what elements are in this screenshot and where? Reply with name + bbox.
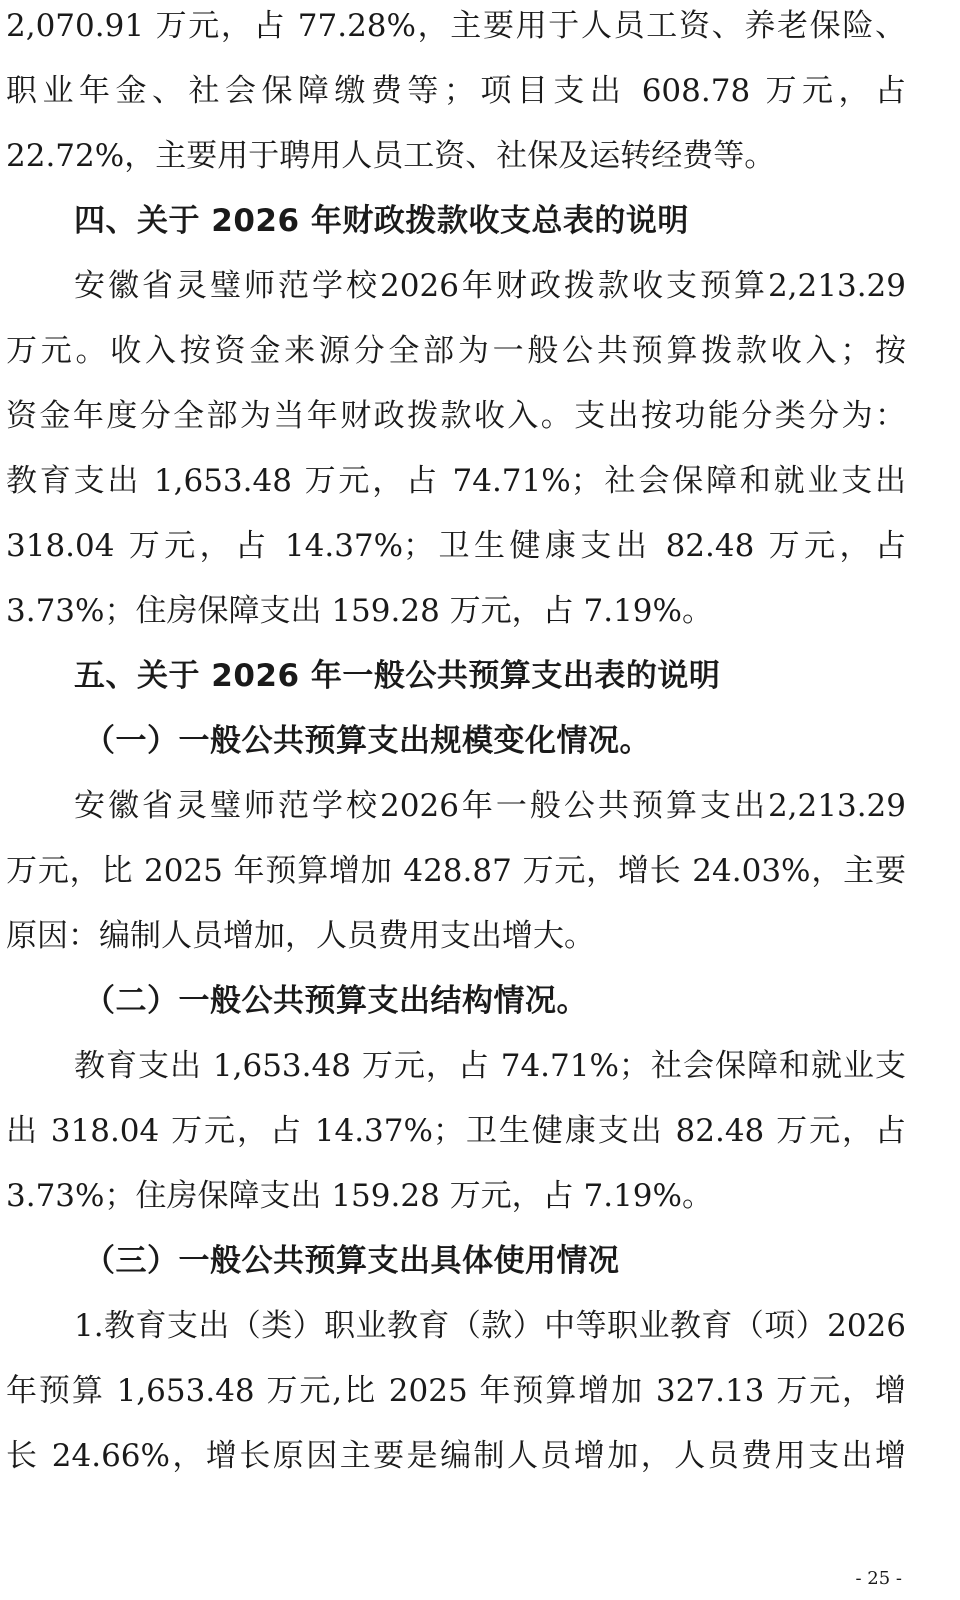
paragraph-line: 万元。收入按资金来源分全部为一般公共预算拨款收入；按 [6, 333, 906, 369]
paragraph-line: 1.教育支出（类）职业教育（款）中等职业教育（项）2026 [74, 1308, 906, 1344]
subsection-heading-3: （三）一般公共预算支出具体使用情况 [84, 1243, 620, 1279]
paragraph-line: 教育支出 1,653.48 万元，占 74.71%；社会保障和就业支出 [6, 463, 906, 499]
paragraph-line: 318.04 万元，占 14.37%；卫生健康支出 82.48 万元，占 [6, 528, 906, 564]
section-heading-4: 四、关于 2026 年财政拨款收支总表的说明 [74, 203, 689, 239]
paragraph-line: 年预算 1,653.48 万元,比 2025 年预算增加 327.13 万元，增 [6, 1373, 906, 1409]
paragraph-line: 教育支出 1,653.48 万元，占 74.71%；社会保障和就业支 [74, 1048, 906, 1084]
paragraph-line: 3.73%；住房保障支出 159.28 万元，占 7.19%。 [6, 593, 713, 629]
paragraph-line: 3.73%；住房保障支出 159.28 万元，占 7.19%。 [6, 1178, 713, 1214]
paragraph-line: 资金年度分全部为当年财政拨款收入。支出按功能分类分为： [6, 398, 906, 434]
section-heading-5: 五、关于 2026 年一般公共预算支出表的说明 [74, 658, 721, 694]
paragraph-line: 原因：编制人员增加，人员费用支出增大。 [6, 918, 595, 954]
paragraph-line: 安徽省灵璧师范学校2026年一般公共预算支出2,213.29 [74, 788, 906, 824]
paragraph-line: 出 318.04 万元，占 14.37%；卫生健康支出 82.48 万元，占 [6, 1113, 906, 1149]
paragraph-line: 长 24.66%，增长原因主要是编制人员增加，人员费用支出增 [6, 1438, 906, 1474]
paragraph-line: 万元，比 2025 年预算增加 428.87 万元，增长 24.03%，主要 [6, 853, 906, 889]
page-number: - 25 - [855, 1568, 902, 1589]
subsection-heading-2: （二）一般公共预算支出结构情况。 [84, 983, 588, 1019]
paragraph-line: 2,070.91 万元，占 77.28%，主要用于人员工资、养老保险、 [6, 8, 906, 44]
paragraph-line: 职业年金、社会保障缴费等；项目支出 608.78 万元，占 [6, 73, 906, 109]
subsection-heading-1: （一）一般公共预算支出规模变化情况。 [84, 723, 651, 759]
paragraph-line: 安徽省灵璧师范学校2026年财政拨款收支预算2,213.29 [74, 268, 906, 304]
paragraph-line: 22.72%，主要用于聘用人员工资、社保及运转经费等。 [6, 138, 776, 174]
